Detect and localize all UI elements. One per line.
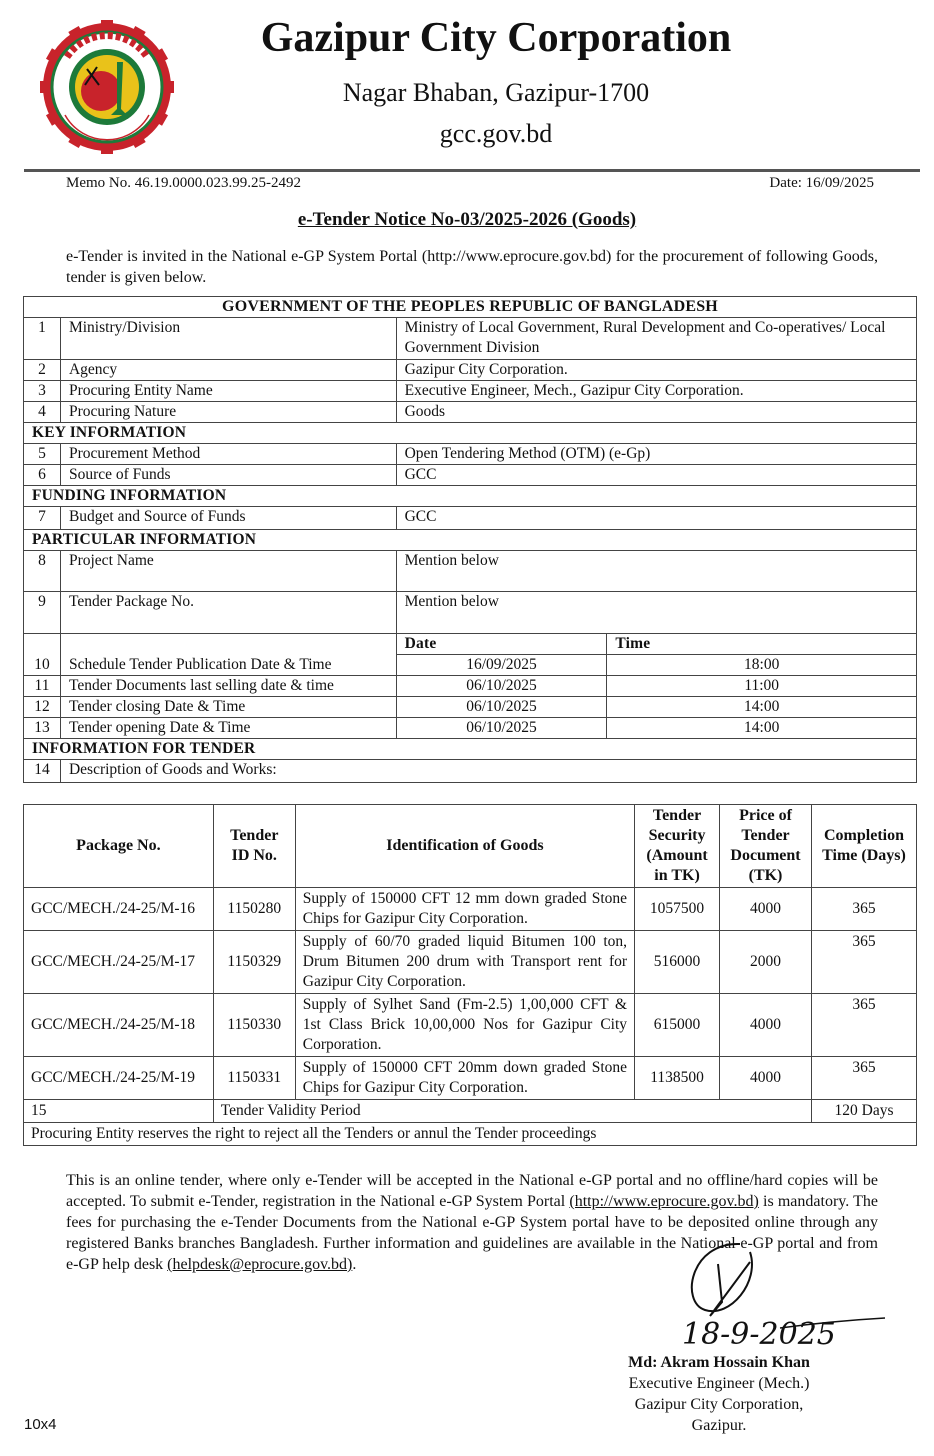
table-row	[24, 1057, 917, 1100]
package-table	[23, 804, 917, 1146]
schedule-date: 06/10/2025	[396, 718, 607, 739]
table-row	[24, 888, 917, 931]
row-number: 1	[24, 318, 61, 360]
memo-date: Date: 16/09/2025	[769, 175, 874, 191]
row-label: Tender Package No.	[60, 592, 396, 634]
package-no: GCC/MECH./24-25/M-19	[24, 1057, 214, 1100]
schedule-date: 16/09/2025	[396, 655, 607, 676]
row-label: Procuring Nature	[60, 402, 396, 423]
notice-title: e-Tender Notice No-03/2025-2026 (Goods)	[297, 209, 637, 230]
signatory-name: Md: Akram Hossain Khan	[628, 1354, 810, 1371]
package-no: GCC/MECH./24-25/M-18	[24, 994, 214, 1057]
tender-id: 1150329	[213, 931, 295, 994]
row-number: 15	[24, 1100, 214, 1123]
schedule-time: 14:00	[607, 718, 917, 739]
row-number: 11	[24, 676, 61, 697]
row-number: 13	[24, 718, 61, 739]
signatory-designation: Executive Engineer (Mech.)	[628, 1375, 810, 1392]
schedule-date: 06/10/2025	[396, 697, 607, 718]
row-label: Tender closing Date & Time	[60, 697, 396, 718]
validity-value: 120 Days	[811, 1100, 916, 1123]
row-value: Mention below	[396, 551, 916, 592]
header-rule	[24, 169, 920, 172]
corporation-title: Gazipur City Corporation	[260, 15, 732, 61]
package-no: GCC/MECH./24-25/M-17	[24, 931, 214, 994]
completion-days: 365	[811, 931, 916, 994]
row-label: Tender opening Date & Time	[60, 718, 396, 739]
tender-id: 1150280	[213, 888, 295, 931]
particular-info-heading: PARTICULAR INFORMATION	[24, 530, 917, 551]
goods-description: Supply of Sylhet Sand (Fm-2.5) 1,00,000 CFT & 1st Class Brick 10,00,000 Nos for Gazipur City Corporation.	[295, 994, 634, 1057]
row-label: Ministry/Division	[60, 318, 396, 360]
row-number: 14	[24, 760, 61, 783]
row-value: Mention below	[396, 592, 916, 634]
date-column-header: Date	[396, 634, 607, 655]
col-header-tender-id: Tender ID No.	[213, 805, 295, 888]
table-row	[24, 931, 917, 994]
schedule-time: 11:00	[607, 676, 917, 697]
col-header-security: Tender Security (Amount in TK)	[635, 805, 720, 888]
row-label: Tender Documents last selling date & time	[60, 676, 396, 697]
row-number: 9	[24, 592, 61, 634]
footer-code: 10x4	[24, 1416, 57, 1433]
row-number: 10	[24, 634, 61, 676]
row-label: Source of Funds	[60, 465, 396, 486]
goods-description: Supply of 60/70 graded liquid Bitumen 100 ton, Drum Bitumen 200 drum with Transport rent for Gazipur City Corporation.	[295, 931, 634, 994]
col-header-price: Price of Tender Document (TK)	[720, 805, 812, 888]
document-price: 2000	[720, 931, 812, 994]
tender-security: 1057500	[635, 888, 720, 931]
table-row	[24, 994, 917, 1057]
row-value: Goods	[396, 402, 916, 423]
row-value: Ministry of Local Government, Rural Development and Co-operatives/ Local Government Division	[396, 318, 916, 360]
validity-label: Tender Validity Period	[213, 1100, 811, 1123]
memo-number: Memo No. 46.19.0000.023.99.25-2492	[66, 175, 301, 191]
completion-days: 365	[811, 1057, 916, 1100]
goods-description: Supply of 150000 CFT 20mm down graded Stone Chips for Gazipur City Corporation.	[295, 1057, 634, 1100]
handwritten-date: 18-9-2025	[682, 1317, 836, 1352]
package-no: GCC/MECH./24-25/M-16	[24, 888, 214, 931]
tender-security: 1138500	[635, 1057, 720, 1100]
tender-id: 1150330	[213, 994, 295, 1057]
row-number: 4	[24, 402, 61, 423]
signature-block	[560, 1352, 878, 1436]
row-value: GCC	[396, 465, 916, 486]
reserve-note: Procuring Entity reserves the right to reject all the Tenders or annul the Tender proceedings	[24, 1123, 917, 1146]
row-number: 5	[24, 444, 61, 465]
row-label: Schedule Tender Publication Date & Time	[60, 634, 396, 676]
row-number: 7	[24, 507, 61, 530]
row-value: Executive Engineer, Mech., Gazipur City Corporation.	[396, 381, 916, 402]
row-value: Open Tendering Method (OTM) (e-Gp)	[396, 444, 916, 465]
row-label: Procurement Method	[60, 444, 396, 465]
goods-description: Supply of 150000 CFT 12 mm down graded Stone Chips for Gazipur City Corporation.	[295, 888, 634, 931]
tender-security: 615000	[635, 994, 720, 1057]
closing-text: .	[352, 1256, 357, 1273]
row-label: Project Name	[60, 551, 396, 592]
eprocure-link[interactable]: (http://www.eprocure.gov.bd)	[569, 1193, 759, 1210]
corporation-address: Nagar Bhaban, Gazipur-1700	[342, 78, 650, 107]
schedule-time: 18:00	[607, 655, 917, 676]
time-column-header: Time	[607, 634, 917, 655]
row-number: 12	[24, 697, 61, 718]
document-price: 4000	[720, 888, 812, 931]
gov-heading: GOVERNMENT OF THE PEOPLES REPUBLIC OF BANGLADESH	[24, 297, 917, 318]
handwritten-signature	[610, 1232, 900, 1352]
key-info-heading: KEY INFORMATION	[24, 423, 917, 444]
closing-text: This is an online tender, where only e-Tender will be accepted in the National e-GP portal and no offline/hard copies will be accepted. To submit e-Tender, registration in the National e-GP System Portal	[66, 1172, 878, 1210]
document-price: 4000	[720, 1057, 812, 1100]
helpdesk-email-link[interactable]: (helpdesk@eprocure.gov.bd)	[167, 1256, 353, 1273]
completion-days: 365	[811, 994, 916, 1057]
closing-text: is mandatory. The fees for purchasing the e-Tender Documents from the National e-GP System portal have to be deposited online through any registered Banks branches Bangladesh. Further information and guidelines are available in the National e-GP portal and from e-GP help desk	[66, 1193, 879, 1273]
completion-days: 365	[811, 888, 916, 931]
signatory-organization: Gazipur City Corporation,	[634, 1396, 804, 1413]
tender-info-table	[23, 296, 917, 783]
row-label: Procuring Entity Name	[60, 381, 396, 402]
row-number: 8	[24, 551, 61, 592]
tender-security: 516000	[635, 931, 720, 994]
schedule-time: 14:00	[607, 697, 917, 718]
schedule-date: 06/10/2025	[396, 676, 607, 697]
row-number: 6	[24, 465, 61, 486]
signatory-place: Gazipur.	[691, 1417, 747, 1434]
tender-id: 1150331	[213, 1057, 295, 1100]
row-label: Budget and Source of Funds	[60, 507, 396, 530]
corporation-website: gcc.gov.bd	[439, 119, 553, 148]
document-price: 4000	[720, 994, 812, 1057]
row-value: Gazipur City Corporation.	[396, 360, 916, 381]
row-number: 3	[24, 381, 61, 402]
funding-info-heading: FUNDING INFORMATION	[24, 486, 917, 507]
row-label: Agency	[60, 360, 396, 381]
intro-paragraph: e-Tender is invited in the National e-GP System Portal (http://www.eprocure.gov.bd) for the procurement of following Goods, tender is given below.	[66, 248, 878, 286]
col-header-completion: Completion Time (Days)	[811, 805, 916, 888]
col-header-goods: Identification of Goods	[295, 805, 634, 888]
row-value: GCC	[396, 507, 916, 530]
col-header-package: Package No.	[24, 805, 214, 888]
row-number: 2	[24, 360, 61, 381]
row-label: Description of Goods and Works:	[60, 760, 916, 783]
tender-info-heading: INFORMATION FOR TENDER	[24, 739, 917, 760]
